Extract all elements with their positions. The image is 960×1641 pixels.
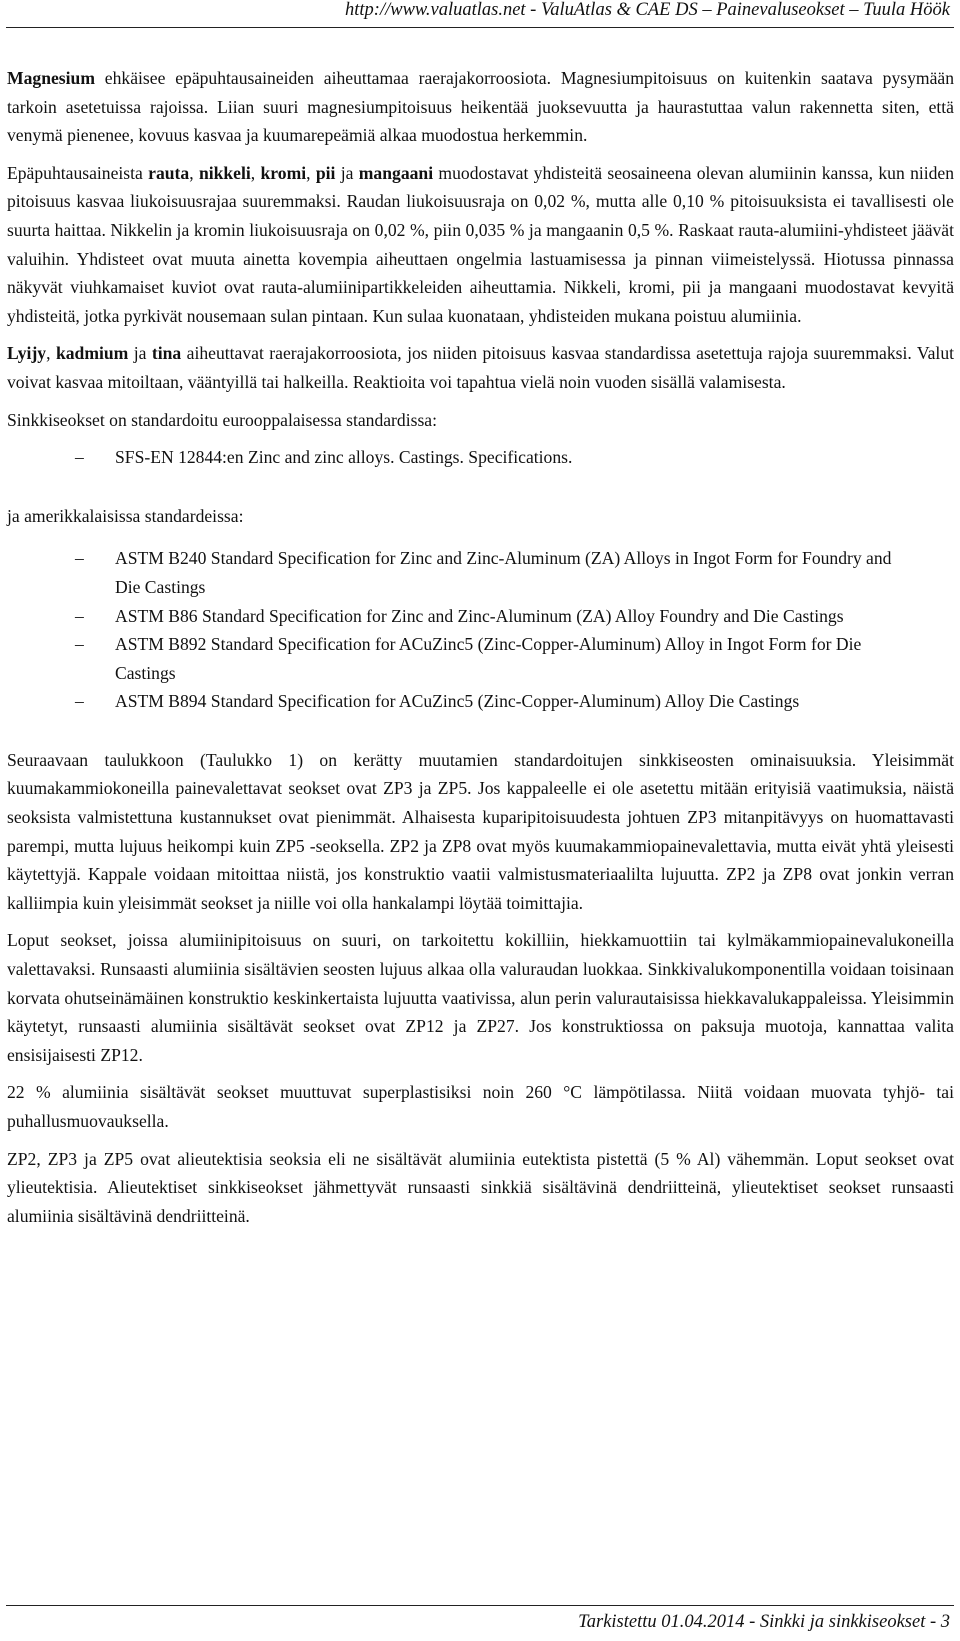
list-item xyxy=(7,443,954,472)
list-item xyxy=(7,630,954,687)
dash-bullet: – xyxy=(75,605,84,626)
term-nikkeli: nikkeli xyxy=(198,162,251,183)
term-mangaani: mangaani xyxy=(358,162,434,183)
term-pii: pii xyxy=(315,162,336,183)
term-rauta: rauta xyxy=(148,162,190,183)
paragraph-us-standard-intro: ja amerikkalaisissa standardeissa: xyxy=(7,505,244,526)
term-magnesium: Magnesium xyxy=(7,68,95,88)
text-run: ja xyxy=(335,162,359,183)
paragraph-table-intro: Seuraavaan taulukkoon (Taulukko 1) on kerätty muutamien standardoitujen sinkkiseosten ominaisuuksia. Yleisimmät kuumakammiokoneilla painevalettavat seokset ovat ZP3 ja ZP5. Jos kappaleelle ei ole asetettu mitään erityisiä vaatimuksia, näistä seoksista valmistettuna kustannukset ovat pienimmät. Alhaisesta kuparipitoisuudesta johtuen ZP3 mitanpitävyys on huomattavasti parempi, mutta lujuus heikompi kuin ZP5 -seoksella. ZP2 ja ZP8 ovat myös kuumakammiopainevalettavia, mutta eivät yhtä yleisesti käytettyjä. Kappale voidaan mitoittaa niistä, jos konstruktio vaatii valmistusmateriaalilta lujuutta. ZP2 ja ZP8 ovat jonkin verran kalliimpia kuin yleisimmät seokset ja niille voi olla hankalampi löytää toimittajia. xyxy=(7,749,954,913)
dash-bullet: – xyxy=(75,691,84,712)
text-run: , xyxy=(306,162,316,183)
eu-standard-list xyxy=(7,443,954,472)
list-item-text: ASTM B894 Standard Specification for ACuZinc5 (Zinc-Copper-Aluminum) Alloy Die Castings xyxy=(115,691,800,712)
text-run: , xyxy=(189,162,199,183)
paragraph-lead-cadmium-tin xyxy=(7,339,954,396)
text-run: ja xyxy=(128,343,152,364)
list-item-text: ASTM B892 Standard Specification for ACuZinc5 (Zinc-Copper-Aluminum) Alloy in Ingot Form for Die Castings xyxy=(115,634,862,683)
paragraph-eu-standard-intro: Sinkkiseokset on standardoitu eurooppalaisessa standardissa: xyxy=(7,409,437,430)
list-item xyxy=(7,687,954,716)
dash-bullet: – xyxy=(75,634,84,655)
paragraph-magnesium xyxy=(7,64,954,150)
term-tina: tina xyxy=(151,343,182,364)
list-item-text: SFS-EN 12844:en Zinc and zinc alloys. Castings. Specifications. xyxy=(115,447,573,468)
term-kromi: kromi xyxy=(260,162,307,183)
text-run: Epäpuhtausaineista xyxy=(7,162,149,183)
footer-divider xyxy=(6,1605,954,1606)
page-footer: Tarkistettu 01.04.2014 - Sinkki ja sinkkiseokset - 3 xyxy=(578,1612,950,1632)
paragraph-superplastic: 22 % alumiinia sisältävät seokset muuttuvat superplastisiksi noin 260 °C lämpötilassa. Niitä voidaan muovata tyhjö- tai puhallusmuovauksella. xyxy=(7,1082,954,1131)
paragraph-impurities xyxy=(7,159,954,331)
paragraph-magnesium-text: ehkäisee epäpuhtausaineiden aiheuttamaa raerajakorroosiota. Magnesiumpitoisuus on kuitenkin saatava pysymään tarkoin asetetuissa rajoissa. Liian suuri magnesiumpitoisuus heikentää juoksevuutta ja haurastuttaa valun rakennetta siten, että venymä pienenee, kovuus kasvaa ja kuumarepeämiä alkaa muodostua herkemmin. xyxy=(7,68,954,146)
dash-bullet: – xyxy=(75,548,84,569)
text-run: , xyxy=(46,343,56,364)
dash-bullet: – xyxy=(75,447,84,468)
list-item xyxy=(7,544,954,601)
term-lyijy: Lyijy xyxy=(7,343,47,364)
us-standard-list xyxy=(7,544,954,716)
document-body xyxy=(7,64,954,1230)
text-run: muodostavat yhdisteitä seosaineena olevan alumiinin kanssa, kun niiden pitoisuus kasvaa liukoisuusrajaa suuremmaksi. Raudan liukoisuusraja on 0,02 %, mutta alle 0,10 % pitoisuuksista ei tavallisesti ole suurta haittaa. Nikkelin ja kromin liukoisuusraja on 0,02 %, piin 0,035 % ja mangaanin 0,5 %. Raskaat rauta-alumiini-yhdisteet jäävät valuihin. Yhdisteet ovat muuta ainetta kovempia aiheuttaen ongelmia lastuamisessa ja pinnan viimeistelyssä. Hiotussa pinnassa näkyvät viuhkamaiset kuviot ovat rauta-alumiinipartikkeleiden aiheuttamia. Nikkeli, kromi, pii ja mangaani muodostavat kevyitä yhdisteitä, jotka pyrkivät nousemaan sulan pintaan. Kun sulaa kuonataan, yhdisteiden mukana poistuu alumiinia. xyxy=(7,162,955,326)
paragraph-high-aluminium-alloys: Loput seokset, joissa alumiinipitoisuus on suuri, on tarkoitettu kokilliin, hiekkamuottiin tai kylmäkammiopainevalukoneilla valettavaksi. Runsaasti alumiinia sisältävien seosten lujuus alkaa olla valuraudan luokkaa. Sinkkivalukomponentilla voidaan toisinaan korvata ohutseinämäinen konstruktio keskinkertaista lujuutta vaativissa, alun perin valurautaisissa hiekkavalukappaleissa. Yleisimmin käytetyt, runsaasti alumiinia sisältävät seokset ovat ZP12 ja ZP27. Jos konstruktiossa on paksuja muotoja, kannattaa valita ensisijaisesti ZP12. xyxy=(7,930,954,1065)
list-item xyxy=(7,602,954,631)
text-run: aiheuttavat raerajakorroosiota, jos niiden pitoisuus kasvaa standardissa asetettuja rajoja suuremmaksi. Valut voivat kasvaa mitoiltaan, vääntyillä tai halkeilla. Reaktioita voi tapahtua vielä noin vuoden sisällä valamisesta. xyxy=(7,343,955,392)
term-kadmium: kadmium xyxy=(55,343,129,364)
text-run: , xyxy=(250,162,261,183)
header-divider xyxy=(6,27,954,28)
paragraph-eutectic: ZP2, ZP3 ja ZP5 ovat alieutektisia seoksia eli ne sisältävät alumiinia eutektista pistettä (5 % Al) vähemmän. Loput seokset ovat ylieutektisia. Alieutektiset sinkkiseokset jähmettyvät runsaasti sinkkiä sisältävinä dendriitteinä, ylieutektiset seokset runsaasti alumiinia sisältävinä dendriitteinä. xyxy=(7,1148,954,1226)
list-item-text: ASTM B240 Standard Specification for Zinc and Zinc-Aluminum (ZA) Alloys in Ingot Form for Foundry and Die Castings xyxy=(115,548,892,597)
page-header: http://www.valuatlas.net - ValuAtlas & CAE DS – Painevaluseokset – Tuula Höök xyxy=(345,0,950,20)
list-item-text: ASTM B86 Standard Specification for Zinc and Zinc-Aluminum (ZA) Alloy Foundry and Die Castings xyxy=(115,605,844,626)
